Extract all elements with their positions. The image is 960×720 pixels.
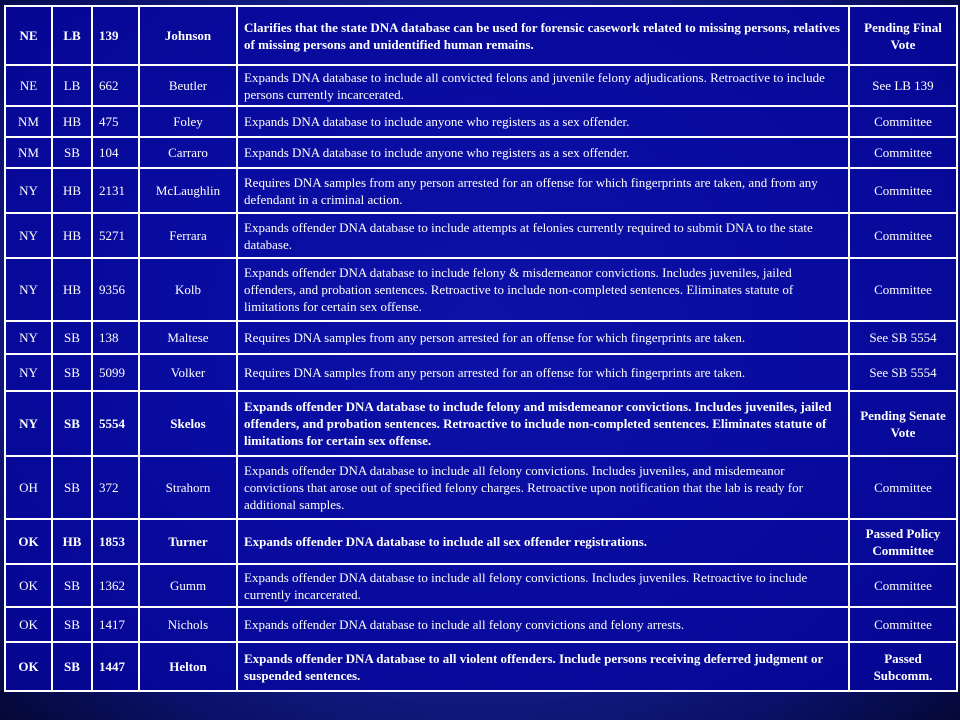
bill-number-cell: 5554 [92,391,139,456]
description-cell: Expands DNA database to include anyone who registers as a sex offender. [237,106,849,137]
table-row [5,354,957,391]
description-cell: Expands offender DNA database to include felony and misdemeanor convictions. Includes juveniles, jailed offenders, and probation sentences. Retroactive to include non-completed sentences. Eliminates statute of limitations for certain sex offense. [237,391,849,456]
sponsor-cell: Skelos [139,391,237,456]
bill-number-cell: 9356 [92,258,139,321]
state-cell: NY [5,258,52,321]
description-cell: Expands offender DNA database to include felony & misdemeanor convictions. Includes juveniles, jailed offenders, and probation sentences. Retroactive to include non-completed sentences. Eliminates statute of limitations for certain sex offense. [237,258,849,321]
bill-number-cell: 475 [92,106,139,137]
state-cell: NE [5,6,52,65]
bill-type-cell: SB [52,564,92,607]
legislation-table [4,5,958,692]
status-cell: See LB 139 [849,65,957,106]
table-row [5,213,957,258]
table-row [5,137,957,168]
table-row [5,607,957,642]
sponsor-cell: Helton [139,642,237,691]
table-row [5,391,957,456]
sponsor-cell: Gumm [139,564,237,607]
bill-type-cell: SB [52,607,92,642]
bill-type-cell: HB [52,106,92,137]
state-cell: OK [5,519,52,564]
sponsor-cell: Foley [139,106,237,137]
sponsor-cell: Kolb [139,258,237,321]
status-cell: Committee [849,258,957,321]
bill-type-cell: SB [52,354,92,391]
table-row [5,168,957,213]
state-cell: OK [5,564,52,607]
state-cell: NY [5,321,52,354]
bill-type-cell: SB [52,642,92,691]
bill-number-cell: 1417 [92,607,139,642]
bill-number-cell: 662 [92,65,139,106]
bill-number-cell: 5271 [92,213,139,258]
sponsor-cell: Beutler [139,65,237,106]
status-cell: Committee [849,168,957,213]
table-row [5,321,957,354]
status-cell: Committee [849,137,957,168]
sponsor-cell: McLaughlin [139,168,237,213]
table-row [5,65,957,106]
status-cell: See SB 5554 [849,354,957,391]
status-cell: Pending Final Vote [849,6,957,65]
bill-type-cell: HB [52,519,92,564]
description-cell: Expands DNA database to include all convicted felons and juvenile felony adjudications. Retroactive to include persons currently incarcerated. [237,65,849,106]
bill-number-cell: 372 [92,456,139,519]
description-cell: Expands offender DNA database to include all felony convictions. Includes juveniles, and misdemeanor convictions that arose out of specified felony charges. Retroactive upon notification that the lab is ready for additional samples. [237,456,849,519]
bill-type-cell: SB [52,137,92,168]
description-cell: Expands DNA database to include anyone who registers as a sex offender. [237,137,849,168]
table-row [5,642,957,691]
description-cell: Requires DNA samples from any person arrested for an offense for which fingerprints are taken. [237,321,849,354]
bill-type-cell: HB [52,168,92,213]
sponsor-cell: Ferrara [139,213,237,258]
description-cell: Expands offender DNA database to all violent offenders. Include persons receiving deferred judgment or suspended sentences. [237,642,849,691]
bill-type-cell: LB [52,6,92,65]
sponsor-cell: Johnson [139,6,237,65]
status-cell: Committee [849,607,957,642]
state-cell: NY [5,354,52,391]
state-cell: OK [5,642,52,691]
table-row [5,6,957,65]
status-cell: Committee [849,106,957,137]
bill-number-cell: 104 [92,137,139,168]
description-cell: Expands offender DNA database to include attempts at felonies currently required to submit DNA to the state database. [237,213,849,258]
sponsor-cell: Maltese [139,321,237,354]
legislation-table-body [5,6,957,691]
sponsor-cell: Nichols [139,607,237,642]
status-cell: Passed Policy Committee [849,519,957,564]
state-cell: OK [5,607,52,642]
bill-number-cell: 2131 [92,168,139,213]
description-cell: Expands offender DNA database to include all felony convictions. Includes juveniles. Retroactive to include currently incarcerated. [237,564,849,607]
status-cell: Committee [849,564,957,607]
sponsor-cell: Turner [139,519,237,564]
bill-number-cell: 138 [92,321,139,354]
bill-type-cell: LB [52,65,92,106]
state-cell: NM [5,106,52,137]
state-cell: NE [5,65,52,106]
bill-type-cell: SB [52,321,92,354]
table-row [5,106,957,137]
sponsor-cell: Carraro [139,137,237,168]
table-row [5,564,957,607]
bill-number-cell: 139 [92,6,139,65]
state-cell: NY [5,213,52,258]
state-cell: NY [5,391,52,456]
state-cell: OH [5,456,52,519]
table-row [5,519,957,564]
description-cell: Expands offender DNA database to include all felony convictions and felony arrests. [237,607,849,642]
description-cell: Requires DNA samples from any person arrested for an offense for which fingerprints are taken, and from any defendant in a criminal action. [237,168,849,213]
description-cell: Expands offender DNA database to include all sex offender registrations. [237,519,849,564]
table-row [5,456,957,519]
status-cell: Pending Senate Vote [849,391,957,456]
bill-type-cell: SB [52,391,92,456]
sponsor-cell: Strahorn [139,456,237,519]
bill-type-cell: HB [52,258,92,321]
sponsor-cell: Volker [139,354,237,391]
bill-type-cell: HB [52,213,92,258]
status-cell: Committee [849,213,957,258]
description-cell: Clarifies that the state DNA database can be used for forensic casework related to missing persons, relatives of missing persons and unidentified human remains. [237,6,849,65]
status-cell: Committee [849,456,957,519]
state-cell: NM [5,137,52,168]
bill-number-cell: 1447 [92,642,139,691]
bill-number-cell: 5099 [92,354,139,391]
description-cell: Requires DNA samples from any person arrested for an offense for which fingerprints are taken. [237,354,849,391]
bill-type-cell: SB [52,456,92,519]
bill-number-cell: 1853 [92,519,139,564]
status-cell: Passed Subcomm. [849,642,957,691]
status-cell: See SB 5554 [849,321,957,354]
state-cell: NY [5,168,52,213]
table-row [5,258,957,321]
bill-number-cell: 1362 [92,564,139,607]
